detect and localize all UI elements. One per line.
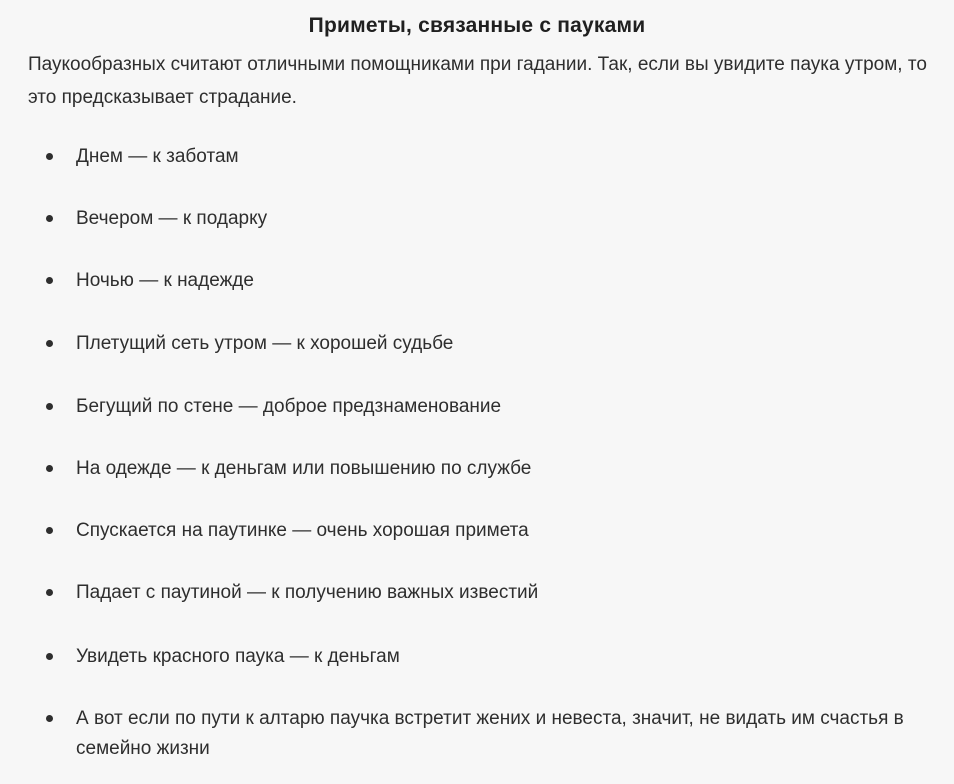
list-item xyxy=(46,142,926,172)
bullet-icon xyxy=(46,527,53,534)
list-item-text: Днем — к заботам xyxy=(76,146,239,167)
bullet-icon xyxy=(46,153,53,160)
list-item-text: Падает с паутиной — к получению важных известий xyxy=(76,582,539,603)
list-item-text: Вечером — к подарку xyxy=(76,208,268,229)
bullet-icon xyxy=(46,215,53,222)
list-item xyxy=(46,204,926,234)
list-item xyxy=(46,516,926,546)
list-item xyxy=(46,329,926,359)
list-item-text: А вот если по пути к алтарю паучка встретит жених и невеста, значит, не видать им счастья в семейно жизни xyxy=(76,708,904,759)
bullet-icon xyxy=(46,715,53,722)
bullet-icon xyxy=(46,653,53,660)
list-item-text: Спускается на паутинке — очень хорошая примета xyxy=(76,520,529,541)
article-title: Приметы, связанные с пауками xyxy=(308,14,646,37)
list-item-text: Увидеть красного паука — к деньгам xyxy=(76,646,400,667)
list-item-text: Плетущий сеть утром — к хорошей судьбе xyxy=(76,333,454,354)
bullet-icon xyxy=(46,589,53,596)
list-item xyxy=(46,578,926,608)
list-item xyxy=(46,642,926,672)
list-item-text: Бегущий по стене — доброе предзнаменование xyxy=(76,396,502,417)
bullet-icon xyxy=(46,465,53,472)
list-item xyxy=(46,704,926,764)
bullet-icon xyxy=(46,277,53,284)
article-intro: Паукообразных считают отличными помощниками при гадании. Так, если вы увидите паука утром, то это предсказывает страдание. xyxy=(28,54,927,108)
list-item xyxy=(46,266,926,296)
list-item-text: Ночью — к надежде xyxy=(76,270,254,291)
list-item-text: На одежде — к деньгам или повышению по службе xyxy=(76,458,532,479)
list-item xyxy=(46,454,926,484)
bullet-icon xyxy=(46,340,53,347)
bullet-icon xyxy=(46,403,53,410)
list-item xyxy=(46,392,926,422)
